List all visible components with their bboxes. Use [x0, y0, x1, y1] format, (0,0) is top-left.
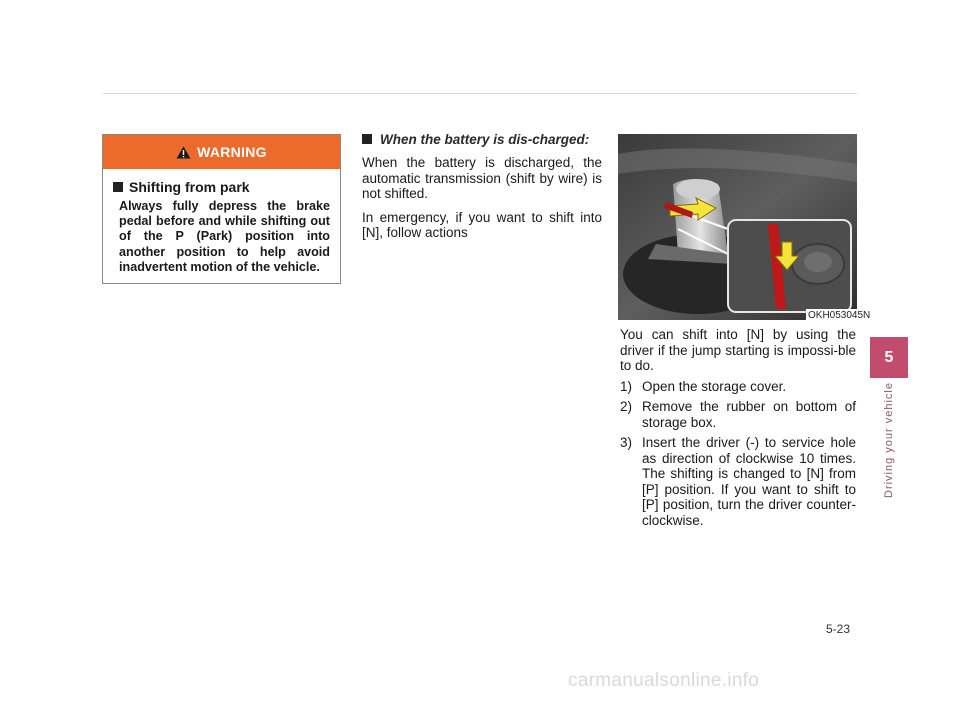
- page-number: 5-23: [826, 622, 851, 636]
- step-text: Remove the rubber on bottom of storage box.: [642, 399, 856, 430]
- bullet-square-icon: [362, 134, 372, 144]
- warning-box: [102, 134, 341, 284]
- battery-section: [362, 132, 602, 241]
- bullet-square-icon: [113, 182, 123, 192]
- shifter-photo: [618, 134, 857, 320]
- warning-header: [103, 135, 340, 169]
- step-text: Insert the driver (-) to service hole as direction of clockwise 10 times. The shifting is changed to [N] from [P] position. If you want to shift to [P] position, turn the driver counter-clockwise.: [642, 435, 856, 528]
- chapter-tab: 5: [870, 337, 908, 378]
- warning-subtitle: [113, 179, 330, 195]
- warning-triangle-icon: [176, 146, 191, 159]
- battery-heading-text: When the battery is dis-charged:: [380, 132, 590, 147]
- battery-paragraph-2: In emergency, if you want to shift into [N], follow actions: [362, 209, 602, 240]
- procedure-step: [620, 435, 856, 528]
- chapter-title: Driving your vehicle: [883, 382, 895, 498]
- header-rule: [103, 93, 857, 94]
- battery-paragraph-1: When the battery is discharged, the automatic transmission (shift by wire) is not shifted.: [362, 155, 602, 201]
- step-number: 1): [620, 378, 633, 394]
- procedure-step: [620, 399, 856, 430]
- warning-subtitle-text: Shifting from park: [129, 179, 250, 195]
- warning-body: Always fully depress the brake pedal before and while shifting out of the P (Park) position into another position to help avoid inadvertent motion of the vehicle.: [119, 199, 330, 274]
- watermark: carmanualsonline.info: [568, 670, 760, 691]
- warning-label: WARNING: [197, 144, 267, 160]
- procedure-section: [620, 327, 856, 533]
- figure-code: OKH053045N: [808, 310, 871, 321]
- step-number: 2): [620, 399, 633, 414]
- battery-heading: [362, 132, 602, 147]
- procedure-intro: You can shift into [N] by using the driver if the jump starting is impossi-ble to do.: [620, 327, 856, 373]
- step-number: 3): [620, 435, 633, 450]
- step-text: Open the storage cover.: [642, 378, 787, 394]
- procedure-step: [620, 379, 856, 395]
